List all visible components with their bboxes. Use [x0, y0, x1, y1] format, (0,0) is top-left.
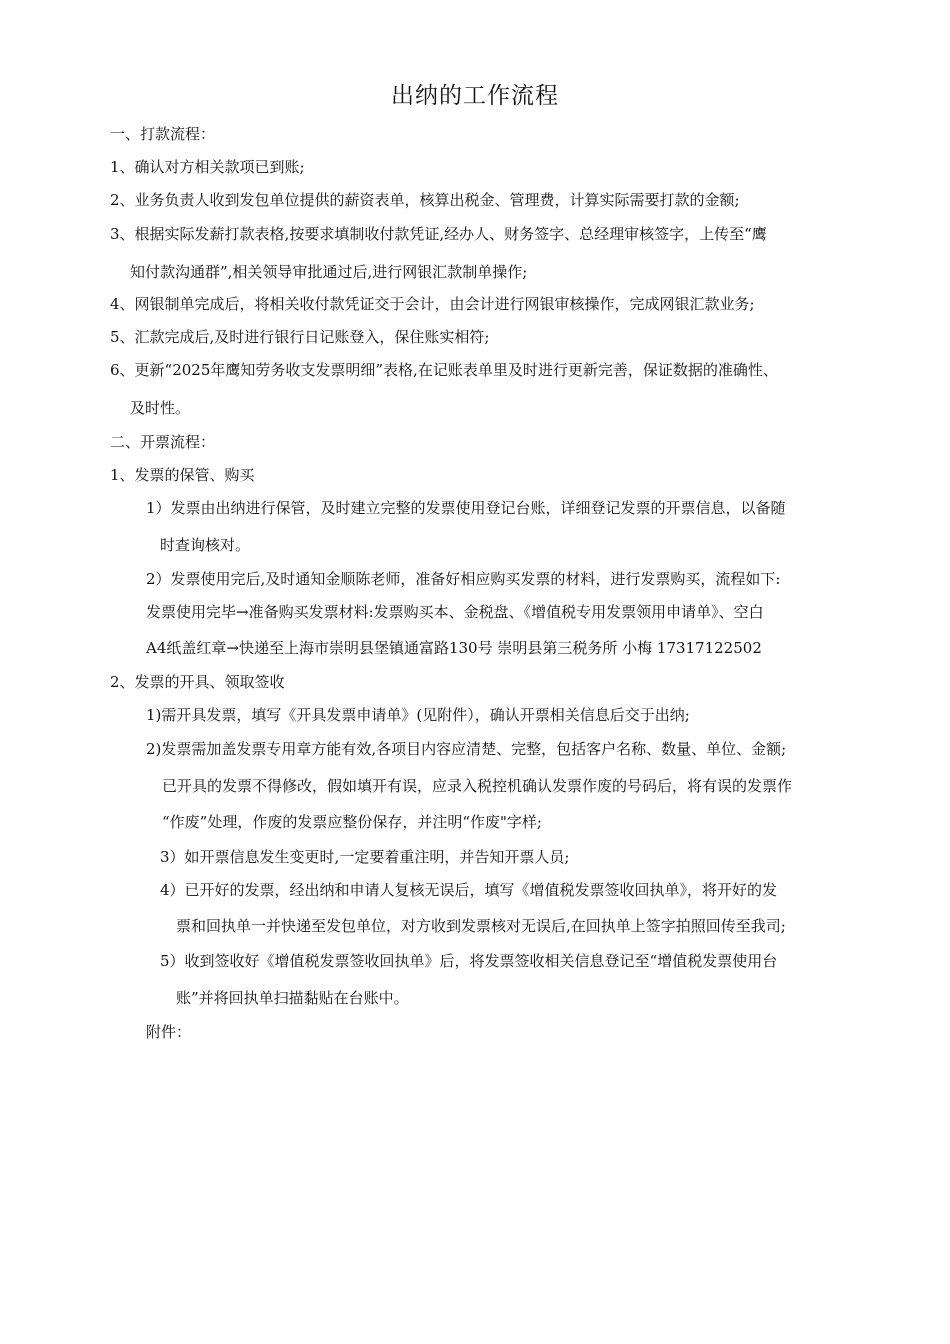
invoice-sub2-line-4: “作废”处理，作废的发票应整份保存，并注明“作废"字样;: [162, 813, 542, 831]
section-heading-payment: 一、打款流程：: [110, 125, 216, 143]
payment-step-6: 6、更新“2025年鹰知劳务收支发票明细”表格,在记账表单里及时进行更新完善，保证数据的准确性、: [110, 361, 778, 379]
payment-step-3-cont: 知付款沟通群”,相关领导审批通过后,进行网银汇款制单操作;: [130, 263, 528, 281]
invoice-sub2-line-1: 1)需开具发票，填写《开具发票申请单》(见附件），确认开票相关信息后交于出纳;: [146, 706, 690, 724]
invoice-sub2-line-9: 账”并将回执单扫描黏贴在台账中。: [176, 989, 409, 1007]
invoice-sub1-line-5: A4纸盖红章→快递至上海市崇明县堡镇通富路130号 崇明县第三税务所 小梅 17317122502: [146, 639, 762, 657]
invoice-sub2-line-5: 3）如开票信息发生变更时,一定要着重注明，并告知开票人员;: [160, 848, 570, 866]
invoice-sub1-line-2: 时查询核对。: [160, 536, 251, 554]
payment-step-4: 4、网银制单完成后，将相关收付款凭证交于会计，由会计进行网银审核操作，完成网银汇款业务;: [110, 295, 755, 313]
payment-step-1: 1、确认对方相关款项已到账;: [110, 158, 305, 176]
invoice-sub1-heading: 1、发票的保管、购买: [110, 466, 255, 484]
payment-step-5: 5、汇款完成后,及时进行银行日记账登入，保住账实相符;: [110, 328, 490, 346]
payment-step-2: 2、业务负责人收到发包单位提供的薪资表单，核算出税金、管理费，计算实际需要打款的金额;: [110, 191, 740, 209]
section-heading-invoice: 二、开票流程：: [110, 433, 216, 451]
invoice-sub2-heading: 2、发票的开具、领取签收: [110, 673, 285, 691]
page-title: 出纳的工作流程: [391, 83, 559, 109]
invoice-sub1-line-4: 发票使用完毕→准备购买发票材料:发票购买本、金税盘、《增值税专用发票领用申请单》、空白: [146, 603, 764, 621]
invoice-sub2-line-8: 5）收到签收好《增值税发票签收回执单》后，将发票签收相关信息登记至“增值税发票使用台: [160, 952, 778, 970]
invoice-sub2-line-2: 2)发票需加盖发票专用章方能有效,各项目内容应清楚、完整，包括客户名称、数量、单位、金额;: [146, 740, 787, 758]
invoice-sub2-line-7: 票和回执单一并快递至发包单位，对方收到发票核对无误后,在回执单上签字拍照回传至我司;: [176, 917, 786, 935]
invoice-sub2-line-6: 4）已开好的发票，经出纳和申请人复核无误后，填写《增值税发票签收回执单》，将开好的发: [160, 881, 778, 899]
payment-step-3: 3、根据实际发薪打款表格,按要求填制收付款凭证,经办人、财务签字、总经理审核签字，上传至“鹰: [110, 225, 767, 243]
invoice-sub1-line-1: 1）发票由出纳进行保管，及时建立完整的发票使用登记台账，详细登记发票的开票信息，以备随: [146, 499, 786, 517]
attachment-label: 附件：: [146, 1023, 192, 1041]
invoice-sub2-line-3: 已开具的发票不得修改，假如填开有误，应录入税控机确认发票作废的号码后，将有误的发票作: [162, 777, 793, 795]
payment-step-6-cont: 及时性。: [130, 399, 191, 417]
invoice-sub1-line-3: 2）发票使用完后,及时通知金顺陈老师，准备好相应购买发票的材料，进行发票购买，流程如下:: [146, 570, 781, 588]
